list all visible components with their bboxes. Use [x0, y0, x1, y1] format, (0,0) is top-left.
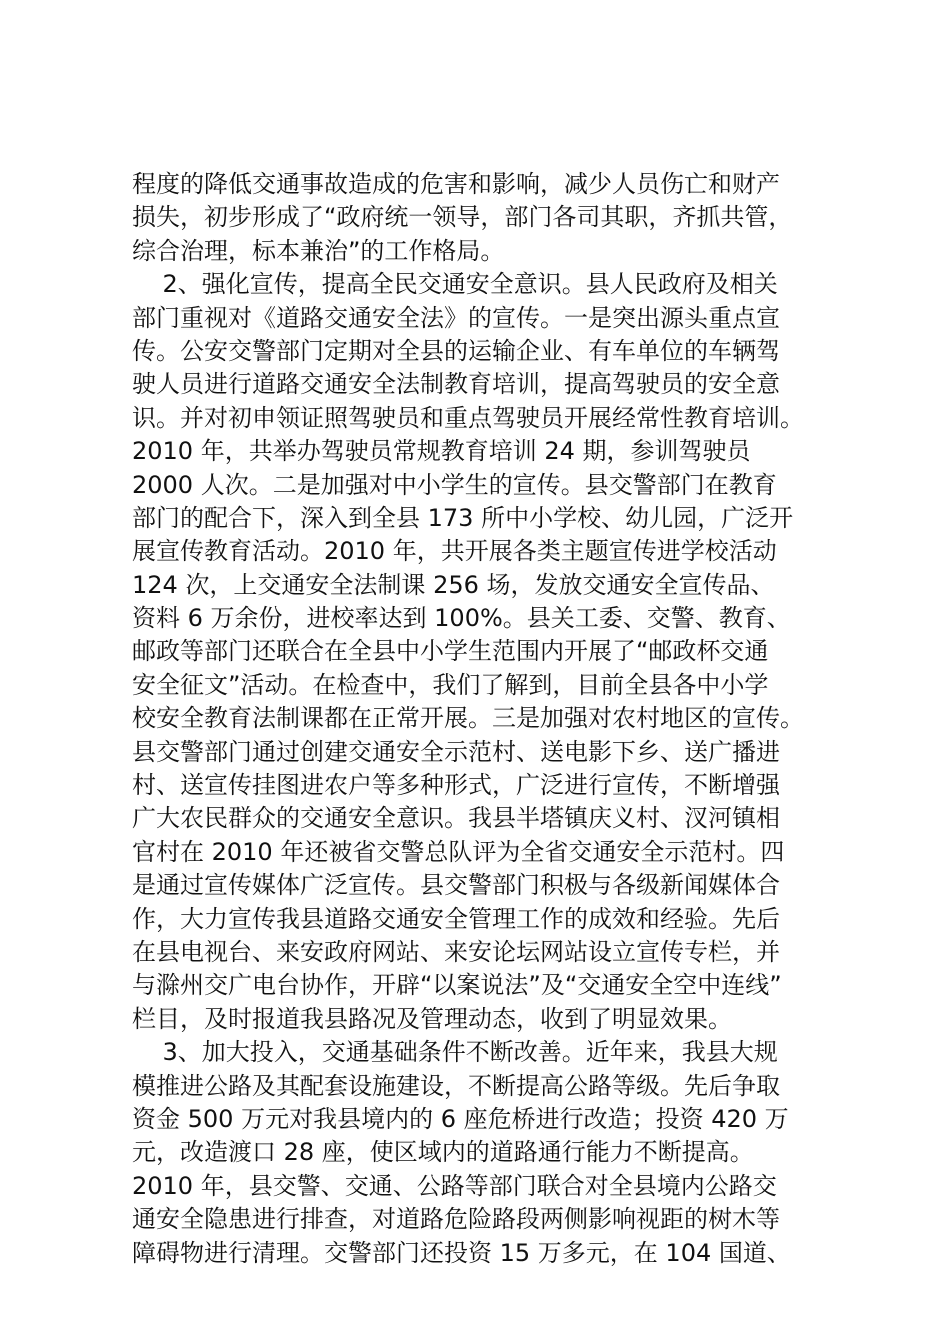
- text-line: 校安全教育法制课都在正常开展。三是加强对农村地区的宣传。: [132, 704, 804, 733]
- text-line: 2000 人次。二是加强对中小学生的宣传。县交警部门在教育: [132, 470, 777, 499]
- text-line: 识。并对初申领证照驾驶员和重点驾驶员开展经常性教育培训。: [132, 403, 804, 432]
- text-line: 栏目，及时报道我县路况及管理动态，收到了明显效果。: [132, 1004, 732, 1033]
- text-line: 综合治理，标本兼治”的工作格局。: [132, 236, 505, 265]
- text-line: 传。公安交警部门定期对全县的运输企业、有车单位的车辆驾: [132, 336, 780, 365]
- text-line: 作，大力宣传我县道路交通安全管理工作的成效和经验。先后: [132, 904, 780, 933]
- text-line: 官村在 2010 年还被省交警总队评为全省交通安全示范村。四: [132, 837, 785, 866]
- text-line: 障碍物进行清理。交警部门还投资 15 万多元，在 104 国道、: [132, 1238, 791, 1267]
- text-line: 与滁州交广电台协作，开辟“以案说法”及“交通安全空中连线”: [132, 971, 782, 1000]
- text-line: 元，改造渡口 28 座，使区域内的道路通行能力不断提高。: [132, 1138, 754, 1167]
- document-body: [132, 168, 852, 1270]
- text-line: 安全征文”活动。在检查中，我们了解到，目前全县各中小学: [132, 670, 769, 699]
- text-line: 广大农民群众的交通安全意识。我县半塔镇庆义村、汊河镇相: [132, 804, 780, 833]
- text-line: 部门重视对《道路交通安全法》的宣传。一是突出源头重点宣: [132, 303, 780, 332]
- text-line: 通安全隐患进行排查，对道路危险路段两侧影响视距的树木等: [132, 1205, 780, 1234]
- text-line: 程度的降低交通事故造成的危害和影响，减少人员伤亡和财产: [132, 170, 780, 198]
- text-line: 部门的配合下，深入到全县 173 所中小学校、幼儿园，广泛开: [132, 503, 794, 532]
- text-line: 展宣传教育活动。2010 年，共开展各类主题宣传进学校活动: [132, 537, 777, 566]
- text-line: 2010 年，县交警、交通、公路等部门联合对全县境内公路交: [132, 1171, 777, 1200]
- text-line: 模推进公路及其配套设施建设，不断提高公路等级。先后争取: [132, 1071, 780, 1100]
- text-line: 124 次，上交通安全法制课 256 场，发放交通安全宣传品、: [132, 570, 775, 599]
- text-line: 驶人员进行道路交通安全法制教育培训，提高驾驶员的安全意: [132, 370, 780, 399]
- text-line: 损失，初步形成了“政府统一领导，部门各司其职，齐抓共管，: [132, 203, 793, 232]
- text-line: 3、加大投入，交通基础条件不断改善。近年来，我县大规: [132, 1038, 778, 1067]
- text-line: 2010 年，共举办驾驶员常规教育培训 24 期，参训驾驶员: [132, 437, 751, 466]
- text-line: 是通过宣传媒体广泛宣传。县交警部门积极与各级新闻媒体合: [132, 871, 780, 900]
- text-line: 在县电视台、来安政府网站、来安论坛网站设立宣传专栏，并: [132, 937, 780, 966]
- text-line: 县交警部门通过创建交通安全示范村、送电影下乡、送广播进: [132, 737, 780, 766]
- text-line: 资料 6 万余份，进校率达到 100%。县关工委、交警、教育、: [132, 604, 791, 633]
- text-line: 村、送宣传挂图进农户等多种形式，广泛进行宣传，不断增强: [132, 771, 780, 800]
- text-line: 资金 500 万元对我县境内的 6 座危桥进行改造；投资 420 万: [132, 1104, 789, 1133]
- text-line: 2、强化宣传，提高全民交通安全意识。县人民政府及相关: [132, 270, 778, 299]
- text-line: 邮政等部门还联合在全县中小学生范围内开展了“邮政杯交通: [132, 637, 769, 666]
